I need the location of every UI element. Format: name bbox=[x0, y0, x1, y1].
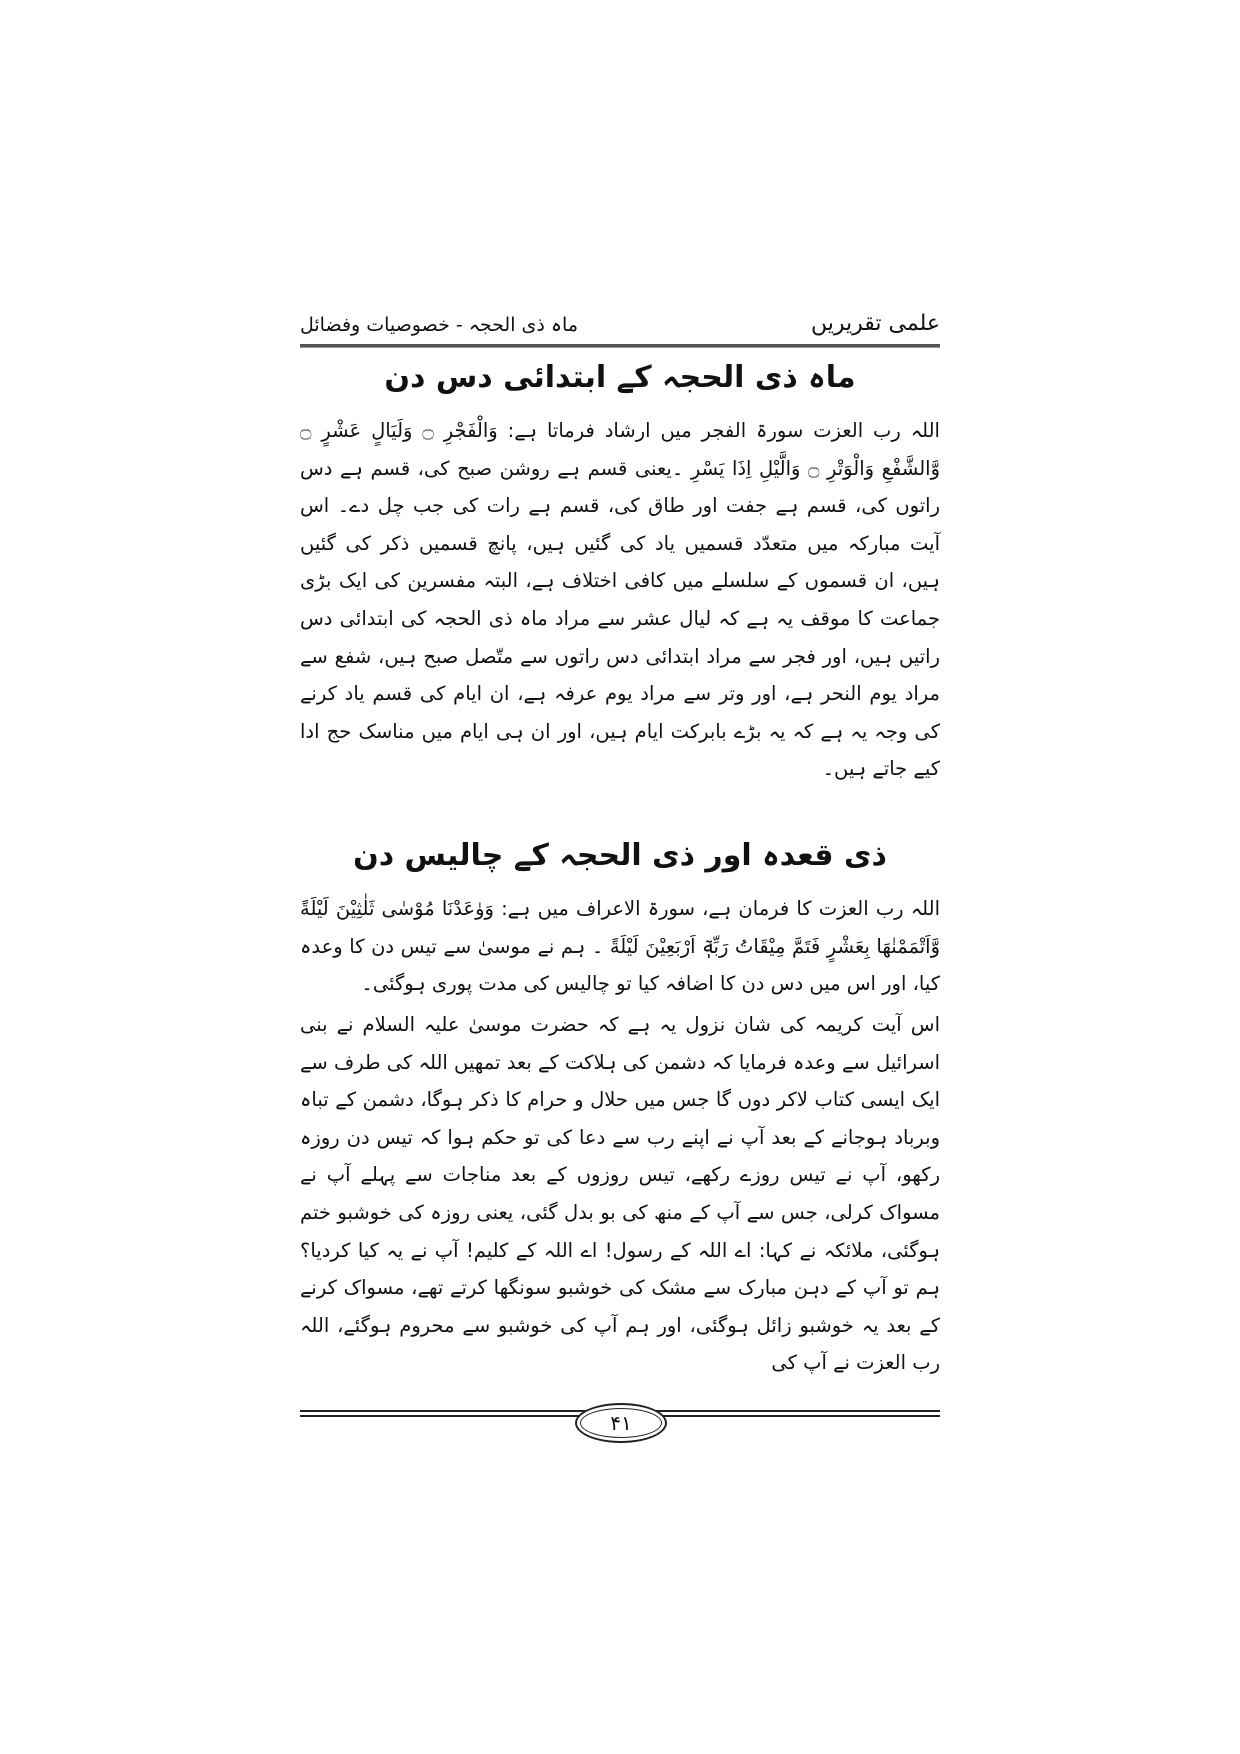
page-number-badge bbox=[575, 1403, 667, 1443]
book-title: علمی تقریریں bbox=[811, 311, 940, 336]
page-number: ۴۱ bbox=[610, 1411, 632, 1435]
section-heading-first-ten-days: ماہ ذی الحجہ کے ابتدائی دس دن bbox=[384, 360, 856, 395]
chapter-title: ماہ ذی الحجہ - خصوصیات وفضائل bbox=[300, 314, 578, 336]
section-2-paragraph-2: اس آیت کریمہ کی شان نزول یہ ہے کہ حضرت موسیٰ علیہ السلام نے بنی اسرائیل سے وعدہ فرمایا کہ دشمن کی ہلاکت کے بعد تمھیں اللہ کی طرف سے ایک ایسی کتاب لاکر دوں گا جس میں حلال و حرام کا ذکر ہوگا، دشمن کے تباہ وبرباد ہوجانے کے بعد آپ نے اپنے رب سے دعا کی تو حکم ہوا کہ تیس دن روزہ رکھو، آپ نے تیس روزے رکھے، تیس روزوں کے بعد مناجات سے پہلے آپ نے مسواک کرلی، جس سے آپ کے منھ کی بو بدل گئی، یعنی روزہ کی خوشبو ختم ہوگئی، ملائکہ نے کہا: اے اللہ کے رسول! اے اللہ کے کلیم! آپ نے یہ کیا کردیا؟ ہم تو آپ کے دہن مبارک سے مشک کی خوشبو سونگھا کرتے تھے، مسواک کرنے کے بعد یہ خوشبو زائل ہوگئی، اور ہم آپ کی خوشبو سے محروم ہوگئے، اللہ رب العزت نے آپ کی bbox=[300, 1013, 940, 1375]
header-divider bbox=[300, 344, 940, 348]
section-2-paragraph-1: اللہ رب العزت کا فرمان ہے، سورۃ الاعراف میں ہے: وَوٰعَدْنَا مُوْسٰى ثَلٰثِيْنَ لَيْلَةً وَّاَتْمَمْنٰهَا بِعَشْرٍ فَتَمَّ مِيْقَاتُ رَبِّهٖٓ اَرْبَعِيْنَ لَيْلَةً ۔ ہم نے موسیٰ سے تیس دن کا وعدہ کیا، اور اس میں دس دن کا اضافہ کیا تو چالیس کی مدت پوری ہوگئی۔ bbox=[300, 897, 940, 996]
running-header bbox=[300, 300, 940, 336]
section-heading-forty-days: ذی قعدہ اور ذی الحجہ کے چالیس دن bbox=[353, 838, 887, 873]
section-1-paragraph-1: اللہ رب العزت سورۃ الفجر میں ارشاد فرماتا ہے: وَالْفَجْرِ ۝ وَلَيَالٍ عَشْرٍ ۝ وَّالشَّفْعِ وَالْوَتْرِ ۝ وَالَّيْلِ اِذَا يَسْرِ ۔یعنی قسم ہے روشن صبح کی، قسم ہے دس راتوں کی، قسم ہے جفت اور طاق کی، قسم ہے رات کی جب چل دے۔ اس آیت مبارکہ میں متعدّد قسمیں یاد کی گئیں ہیں، پانچ قسمیں ذکر کی گئیں ہیں، ان قسموں کے سلسلے میں کافی اختلاف ہے، البتہ مفسرین کی ایک بڑی جماعت کا موقف یہ ہے کہ لیال عشر سے مراد ماہ ذی الحجہ کی ابتدائی دس راتیں ہیں، اور فجر سے مراد ابتدائی دس راتوں سے متّصل صبح ہیں، شفع سے مراد یوم النحر ہے، اور وتر سے مراد یوم عرفہ ہے، ان ایام کی قسم یاد کرنے کی وجہ یہ ہے کہ یہ بڑے بابرکت ایام ہیں، اور ان ہی ایام میں مناسک حج ادا کیے جاتے ہیں۔ bbox=[300, 419, 940, 781]
